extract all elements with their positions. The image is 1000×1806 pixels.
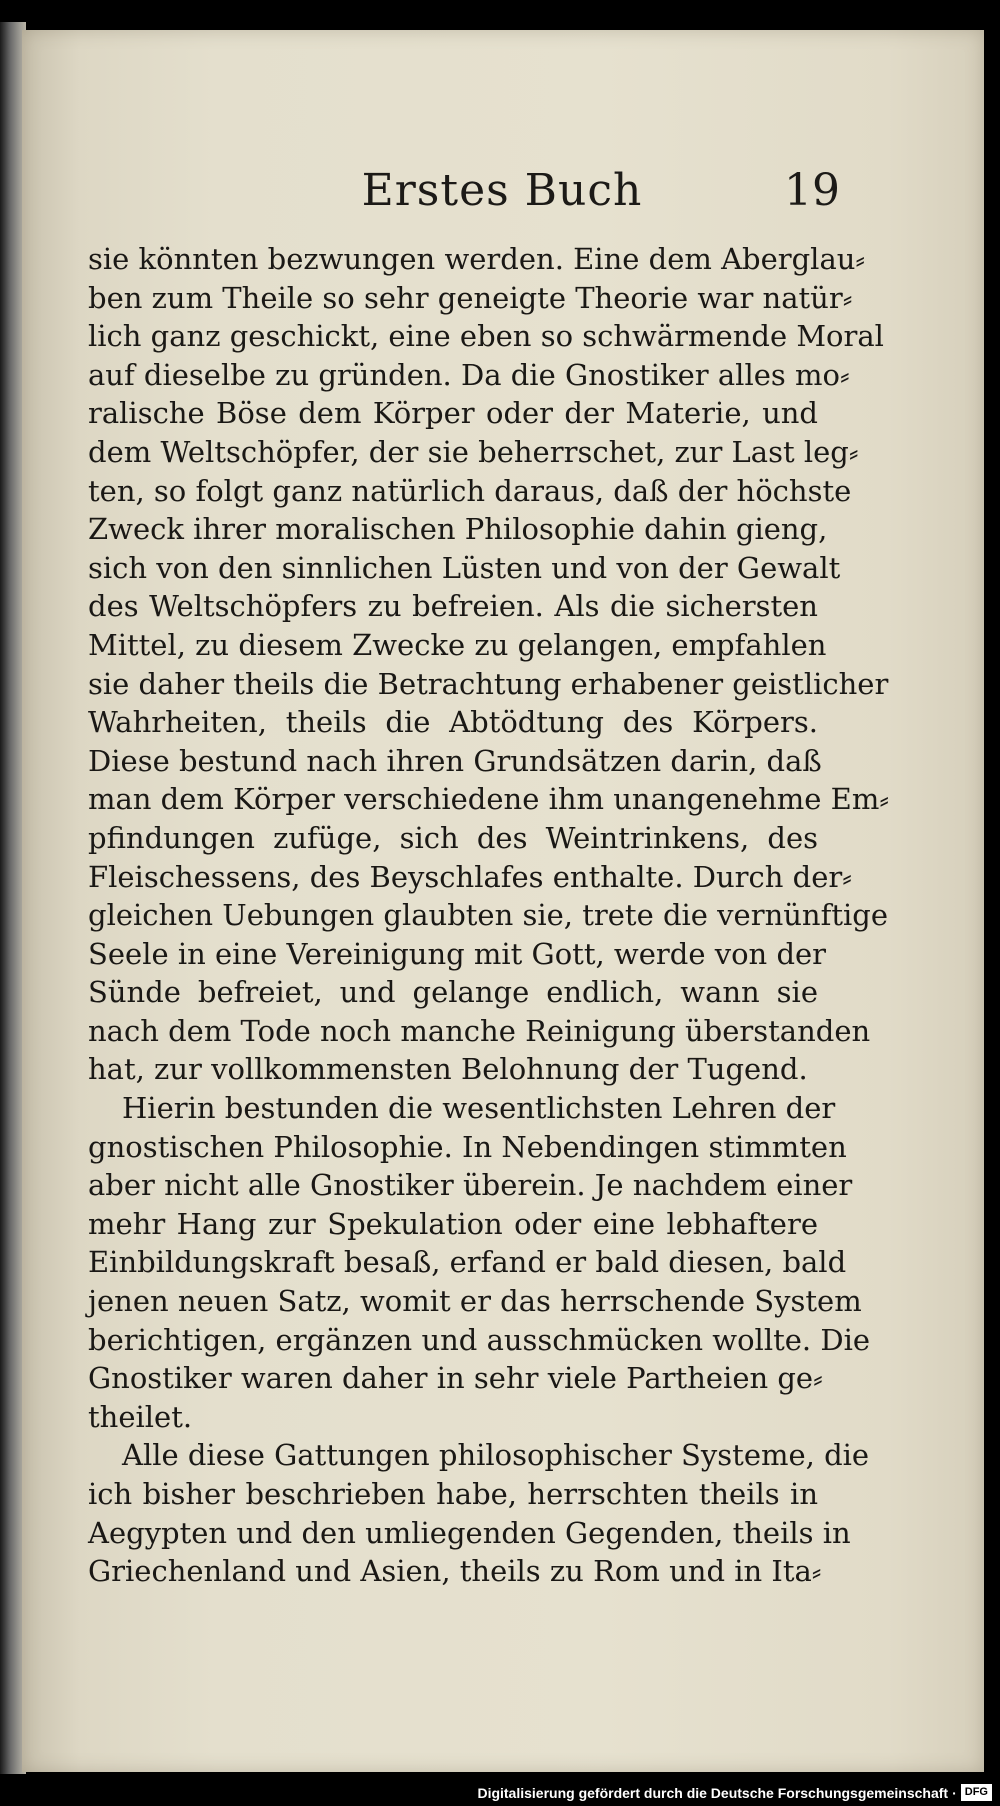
page-number: 19 — [784, 165, 840, 216]
text-line: Sünde befreiet, und gelange endlich, wann sie — [88, 975, 818, 1010]
running-title: Erstes Buch — [361, 165, 643, 216]
text-line: Mittel, zu diesem Zwecke zu gelangen, empfahlen — [88, 627, 827, 662]
text-line: gnostischen Philosophie. In Nebendingen stimmten — [88, 1129, 847, 1164]
text-line: sie daher theils die Betrachtung erhabener geistlicher — [88, 666, 889, 701]
text-line: theilet. — [88, 1399, 193, 1434]
text-line: Zweck ihrer moralischen Philosophie dahin gieng, — [88, 512, 828, 547]
body-text — [88, 240, 890, 1591]
text-line: jenen neuen Satz, womit er das herrschende System — [88, 1284, 862, 1319]
text-line: lich ganz geschickt, eine eben so schwärmende Moral — [88, 319, 884, 354]
text-line: Wahrheiten, theils die Abtödtung des Körpers. — [88, 705, 818, 740]
paragraph-3 — [88, 1436, 870, 1590]
dfg-logo-icon: DFG — [961, 1784, 992, 1801]
footer-bar — [0, 1778, 1000, 1806]
text-line: sie könnten bezwungen werden. Eine dem Aberglau⸗ — [88, 242, 866, 276]
text-line: Gnostiker waren daher in sehr viele Partheien ge⸗ — [88, 1361, 823, 1396]
text-line: hat, zur vollkommensten Belohnung der Tugend. — [88, 1052, 808, 1087]
digitization-credit — [477, 1784, 992, 1801]
page-header — [52, 165, 992, 235]
paragraph-2 — [88, 1089, 871, 1436]
text-line: dem Weltschöpfer, der sie beherrschet, zur Last leg⸗ — [88, 434, 859, 469]
text-line: auf dieselbe zu gründen. Da die Gnostiker alles mo⸗ — [88, 357, 850, 392]
text-line: Einbildungskraft besaß, erfand er bald diesen, bald — [88, 1245, 847, 1280]
text-line: Aegypten und den umliegenden Gegenden, theils in — [88, 1515, 851, 1550]
text-line: sich von den sinnlichen Lüsten und von der Gewalt — [88, 550, 841, 585]
text-line: Hierin bestunden die wesentlichsten Lehren der — [122, 1091, 836, 1126]
text-line: berichtigen, ergänzen und ausschmücken wollte. Die — [88, 1322, 871, 1357]
text-line: ben zum Theile so sehr geneigte Theorie war natür⸗ — [88, 280, 853, 315]
text-line: Seele in eine Vereinigung mit Gott, werde von der — [88, 936, 827, 971]
text-line: ten, so folgt ganz natürlich daraus, daß der höchste — [88, 473, 852, 508]
text-line: ich bisher beschrieben habe, herrschten theils in — [88, 1477, 818, 1511]
text-line: des Weltschöpfers zu befreien. Als die sichersten — [88, 589, 818, 624]
text-line: Fleischessens, des Beyschlafes enthalte. Durch der⸗ — [88, 859, 852, 894]
text-line: ralische Böse dem Körper oder der Materie, und — [88, 396, 818, 431]
credit-text: Digitalisierung gefördert durch die Deutsche Forschungsgemeinschaft — [477, 1784, 949, 1801]
paragraph-1 — [88, 240, 890, 1089]
text-line: Alle diese Gattungen philosophischer Systeme, die — [122, 1438, 870, 1473]
text-line: mehr Hang zur Spekulation oder eine lebhaftere — [88, 1206, 818, 1241]
text-line: pfindungen zufüge, sich des Weintrinkens, des — [88, 820, 818, 855]
text-line: aber nicht alle Gnostiker überein. Je nachdem einer — [88, 1168, 853, 1203]
text-line: nach dem Tode noch manche Reinigung überstanden — [88, 1013, 871, 1048]
text-line: gleichen Uebungen glaubten sie, trete die vernünftige — [88, 898, 888, 933]
text-line: man dem Körper verschiedene ihm unangenehme Em⸗ — [88, 782, 890, 817]
text-line: Griechenland und Asien, theils zu Rom und in Ita⸗ — [88, 1554, 822, 1589]
book-page — [22, 30, 984, 1772]
text-line: Diese bestund nach ihren Grundsätzen darin, daß — [88, 743, 822, 778]
credit-separator: · — [952, 1784, 957, 1801]
